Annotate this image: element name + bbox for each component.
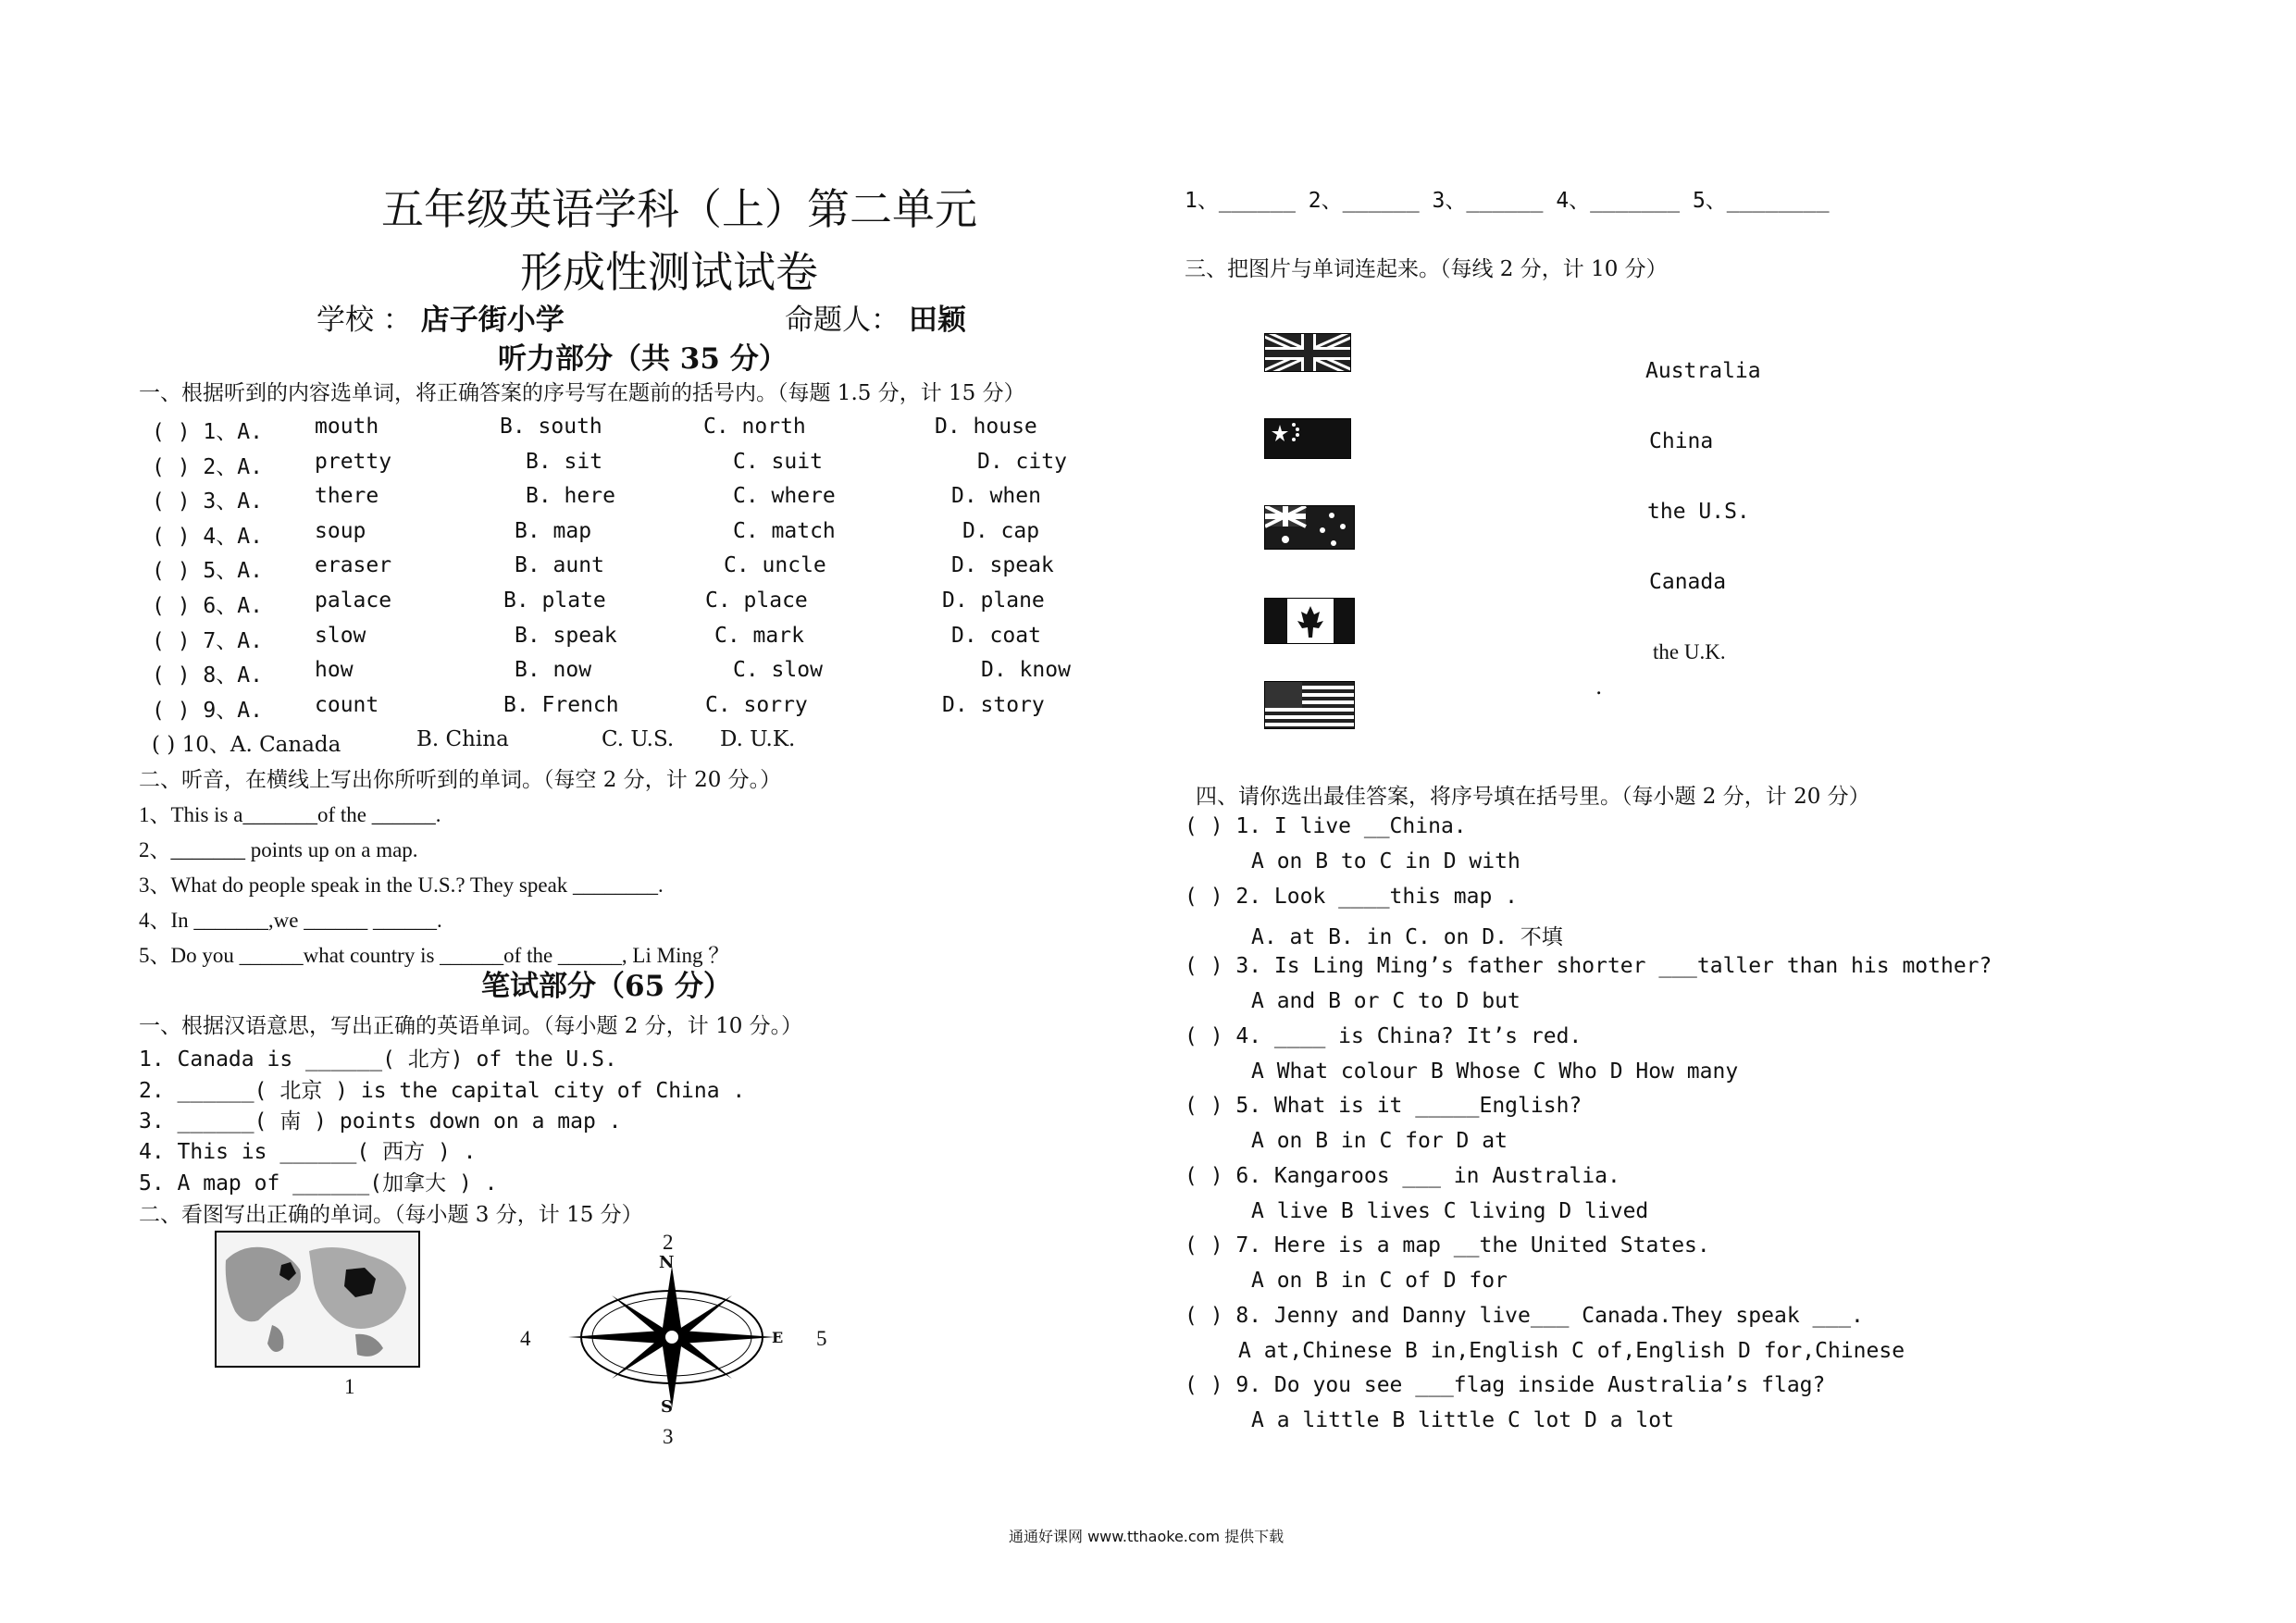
listening-part2-line: 2、_______ points up on a map. — [139, 838, 418, 861]
written-part4-instruction: 四、请你选出最佳答案，将序号填在括号里。（每小题 2 分，计 20 分） — [1196, 785, 1870, 809]
option-d: D. cap — [962, 518, 1040, 543]
option-a: palace — [315, 588, 392, 613]
compass-e: E — [772, 1329, 784, 1346]
option-prefix: ( ) 8、A. — [152, 663, 263, 688]
usa-flag-image — [1264, 681, 1355, 729]
option-b: B. plate — [503, 588, 606, 613]
listening-part2-line: 5、Do you ______what country is ______of the ______, Li Ming ？ — [139, 944, 730, 967]
mc-options: A on B in C of D for — [1251, 1269, 1508, 1293]
china-flag-image — [1264, 418, 1351, 459]
option-prefix: ( ) 2、A. — [152, 454, 263, 479]
option-a: there — [315, 484, 379, 509]
written-part1-line: 5. A map of ______(加拿大 ) . — [139, 1171, 498, 1196]
australia-flag-image — [1264, 505, 1355, 550]
mc-options: A on B in C for D at — [1251, 1129, 1508, 1153]
footer-text: 通通好课网 www.tthaoke.com 提供下载 — [1009, 1528, 1285, 1545]
option-c: C. suit — [733, 449, 823, 474]
mc-options: A. at B. in C. on D. 不填 — [1251, 924, 1563, 949]
mc-question: ( ) 2. Look ____this map . — [1185, 884, 1519, 909]
option-c: C. north — [703, 415, 806, 439]
mc-options: A and B or C to D but — [1251, 989, 1520, 1013]
option-a: count — [315, 692, 379, 717]
option-c: C. match — [733, 518, 836, 543]
option-prefix: ( ) 9、A. — [152, 698, 263, 723]
mc-question: ( ) 8. Jenny and Danny live___ Canada.They speak ___. — [1185, 1303, 1864, 1328]
school-name: 店子街小学 — [420, 304, 565, 337]
mc-options: A a little B little C lot D a lot — [1251, 1408, 1674, 1432]
option-prefix: ( ) 4、A. — [152, 524, 263, 549]
option-c: C. sorry — [705, 692, 808, 717]
listening-part2-line: 1、This is a_______of the ______. — [139, 803, 441, 826]
picture-label-2: 2 — [663, 1231, 674, 1254]
option-a: mouth — [315, 415, 379, 439]
q10-c: C. U.S. — [602, 727, 675, 751]
canada-flag-image — [1264, 598, 1355, 644]
stray-dot: . — [1595, 675, 1603, 700]
written-heading: 笔试部分（65 分） — [481, 970, 732, 1003]
option-prefix: ( ) 1、A. — [152, 420, 263, 444]
compass-s: S — [661, 1397, 673, 1417]
q10-prefix: ( ) 10、A. Canada — [152, 733, 341, 757]
uk-flag-icon — [1265, 334, 1351, 372]
option-b: B. aunt — [515, 553, 604, 578]
mc-question: ( ) 5. What is it _____English? — [1185, 1094, 1582, 1118]
option-d: D. house — [935, 415, 1037, 439]
mc-question: ( ) 6. Kangaroos ___ in Australia. — [1185, 1163, 1620, 1188]
option-c: C. place — [705, 588, 808, 613]
compass-n: N — [659, 1253, 675, 1272]
q10-d: D. U.K. — [720, 727, 796, 751]
option-a: how — [315, 658, 354, 683]
canada-flag-icon — [1265, 599, 1355, 644]
option-b: B. map — [515, 518, 592, 543]
listening-part2-instruction: 二、听音，在横线上写出你所听到的单词。（每空 2 分，计 20 分。） — [139, 768, 782, 792]
title-line2: 形成性测试试卷 — [520, 247, 818, 297]
mc-question: ( ) 1. I live __China. — [1185, 814, 1467, 838]
listening-heading: 听力部分（共 35 分） — [498, 342, 788, 376]
written-part1-line: 4. This is ______( 西方 ) . — [139, 1140, 477, 1164]
written-part2-instruction: 二、看图写出正确的单词。（每小题 3 分，计 15 分） — [139, 1203, 643, 1227]
match-word-china: China — [1649, 429, 1714, 453]
listening-part1-instruction: 一、根据听到的内容选单词，将正确答案的序号写在题前的括号内。（每题 1.5 分，计 15 分） — [139, 381, 1025, 405]
listening-part2-line: 3、What do people speak in the U.S.? They speak ________. — [139, 873, 664, 897]
written-part3-instruction: 三、把图片与单词连起来。（每线 2 分，计 10 分） — [1185, 257, 1668, 281]
written-part1-line: 3. ______( 南 ) points down on a map . — [139, 1109, 622, 1134]
option-d: D. when — [951, 484, 1041, 509]
option-b: B. here — [526, 484, 615, 509]
china-flag-icon — [1265, 419, 1351, 459]
mc-options: A at,Chinese B in,English C of,English D for,Chinese — [1238, 1338, 1905, 1363]
uk-flag-image — [1264, 333, 1351, 372]
option-c: C. where — [733, 484, 836, 509]
option-c: C. uncle — [724, 553, 826, 578]
author-label: 命题人： — [785, 304, 900, 337]
written-part1-instruction: 一、根据汉语意思，写出正确的英语单词。（每小题 2 分，计 10 分。） — [139, 1014, 803, 1038]
q10-b: B. China — [416, 727, 509, 751]
mc-options: A What colour B Whose C Who D How many — [1251, 1059, 1739, 1084]
author-name: 田颖 — [908, 304, 966, 337]
option-b: B. French — [503, 692, 619, 717]
mc-question: ( ) 4. ____ is China? It’s red. — [1185, 1023, 1582, 1048]
option-a: slow — [315, 623, 366, 648]
picture-answer-line: 1、______ 2、______ 3、______ 4、_______ 5、________ — [1185, 189, 1830, 213]
written-part1-line: 1. Canada is ______( 北方) of the U.S. — [139, 1047, 617, 1072]
match-word-canada: Canada — [1649, 570, 1727, 594]
picture-label-3: 3 — [663, 1425, 674, 1448]
match-word-usa: the U.S. — [1647, 500, 1750, 524]
school-label: 学校 ： — [316, 304, 412, 337]
option-b: B. sit — [526, 449, 603, 474]
mc-question: ( ) 3. Is Ling Ming’s father shorter ___taller than his mother? — [1185, 954, 1992, 978]
picture-label-1: 1 — [344, 1375, 355, 1398]
option-a: pretty — [315, 449, 392, 474]
option-c: C. mark — [714, 623, 804, 648]
picture-label-5: 5 — [816, 1327, 827, 1350]
option-prefix: ( ) 6、A. — [152, 594, 263, 618]
option-d: D. know — [981, 658, 1071, 683]
option-d: D. story — [942, 692, 1045, 717]
option-b: B. south — [500, 415, 602, 439]
option-prefix: ( ) 7、A. — [152, 628, 263, 653]
option-b: B. now — [515, 658, 592, 683]
picture-label-4: 4 — [520, 1327, 531, 1350]
option-d: D. plane — [942, 588, 1045, 613]
option-c: C. slow — [733, 658, 823, 683]
option-d: D. city — [977, 449, 1067, 474]
compass-rose-image — [561, 1253, 784, 1417]
match-word-uk: the U.K. — [1653, 640, 1726, 663]
mc-options: A live B lives C living D lived — [1251, 1198, 1649, 1223]
compass-rose-icon — [561, 1258, 783, 1416]
world-map-image — [215, 1231, 420, 1368]
option-prefix: ( ) 5、A. — [152, 559, 263, 584]
world-map-icon — [217, 1233, 418, 1366]
school-line — [316, 296, 565, 338]
option-prefix: ( ) 3、A. — [152, 489, 263, 514]
mc-options: A on B to C in D with — [1251, 849, 1520, 873]
mc-question: ( ) 9. Do you see ___flag inside Australia’s flag? — [1185, 1373, 1826, 1397]
match-word-australia: Australia — [1645, 359, 1761, 383]
author-line — [785, 296, 966, 338]
option-d: D. speak — [951, 553, 1054, 578]
option-a: soup — [315, 518, 366, 543]
option-d: D. coat — [951, 623, 1041, 648]
mc-question: ( ) 7. Here is a map __the United States. — [1185, 1233, 1710, 1258]
australia-flag-icon — [1265, 506, 1355, 550]
option-a: eraser — [315, 553, 392, 578]
title-line1: 五年级英语学科（上）第二单元 — [381, 184, 977, 234]
option-b: B. speak — [515, 623, 617, 648]
written-part1-line: 2. ______( 北京 ) is the capital city of China . — [139, 1079, 746, 1103]
usa-flag-icon — [1265, 682, 1355, 729]
listening-part2-line: 4、In _______,we ______ ______. — [139, 909, 442, 932]
